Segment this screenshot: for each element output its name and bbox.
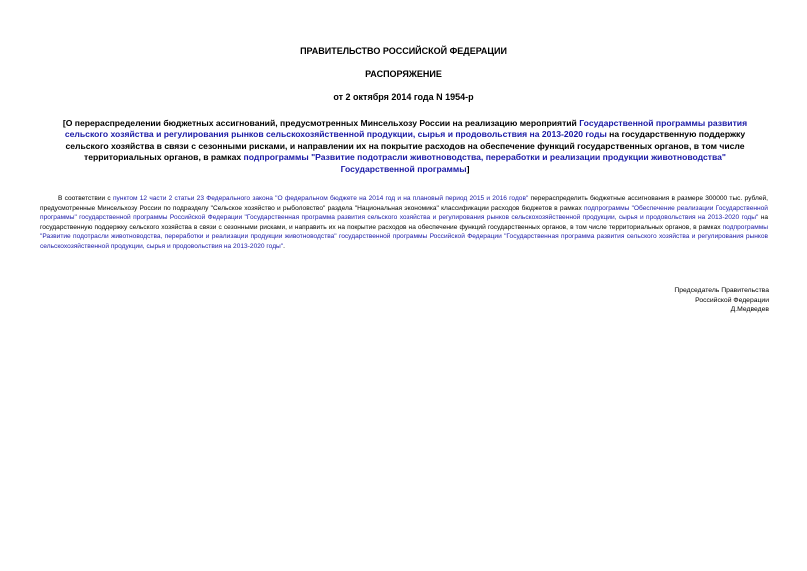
signature-position: Председатель Правительства xyxy=(674,287,769,294)
title-link-state-program[interactable]: Государственной программы развития сельского хозяйства и регулирования рынков сельскохозяйственной продукции, сырья и продовольствия на 2013-2020 годы xyxy=(64,118,748,140)
government-header: ПРАВИТЕЛЬСТВО РОССИЙСКОЙ ФЕДЕРАЦИИ xyxy=(300,46,507,56)
body-link-subprogram-livestock[interactable]: подпрограммы "Развитие подотрасли животноводства, переработки и реализации продукции животноводства" государственной программы Российской Федерации "Государственная программа развития сельского хозяйства и регулирования рынков сельскохозяйственной продукции, сырья и продовольствия на 2013-2020 годы" xyxy=(40,223,768,250)
title-text-2: на государственную поддержку сельского хозяйства в связи с сезонными рисками, и направлении их на покрытие расходов на обеспечение функций государственных органов, в том числе территориальных органов, в рамках xyxy=(65,129,746,163)
title-link-subprogram[interactable]: подпрограммы "Развитие подотрасли животноводства, переработки и реализации продукции животноводства" Государственной программы xyxy=(243,152,726,174)
signature-name: Д.Медведев xyxy=(730,306,769,314)
body-paragraph xyxy=(40,194,768,252)
body-text-3: на государственную поддержку сельского хозяйства в связи с сезонными рисками, и направить их на покрытие расходов на обеспечение функций государственных органов, в том числе территориальных органов, в рамках xyxy=(40,214,769,231)
title-text-1: [О перераспределении бюджетных ассигнований, предусмотренных Минсельхозу России на реализацию мероприятий xyxy=(62,118,580,128)
signature-block xyxy=(674,286,769,315)
body-text-2: перераспределить бюджетные ассигнования в размере 300000 тыс. рублей, предусмотренные Минсельхозу России по подразделу "Сельское хозяйство и рыболовство" раздела "Национальная экономика" классификации расходов бюджетов в рамках xyxy=(40,195,768,212)
document-title xyxy=(52,118,758,175)
document-date-number: от 2 октября 2014 года N 1954-р xyxy=(333,92,474,102)
body-text-4: . xyxy=(283,242,285,250)
body-link-federal-law[interactable]: пунктом 12 части 2 статьи 23 Федерального закона "О федеральном бюджете на 2014 год и на плановый период 2015 и 2016 годов" xyxy=(112,195,529,202)
body-text-1: В соответствии с xyxy=(58,195,113,202)
title-text-3: ] xyxy=(466,163,470,174)
signature-country: Российской Федерации xyxy=(695,296,769,304)
document-type: РАСПОРЯЖЕНИЕ xyxy=(365,69,442,79)
body-link-subprogram-support[interactable]: подпрограммы "Обеспечение реализации Государственной программы" государственной программы Российской Федерации "Государственная программа развития сельского хозяйства и регулирования рынков сельскохозяйственной продукции, сырья и продовольствия на 2013-2020 годы" xyxy=(40,204,768,222)
